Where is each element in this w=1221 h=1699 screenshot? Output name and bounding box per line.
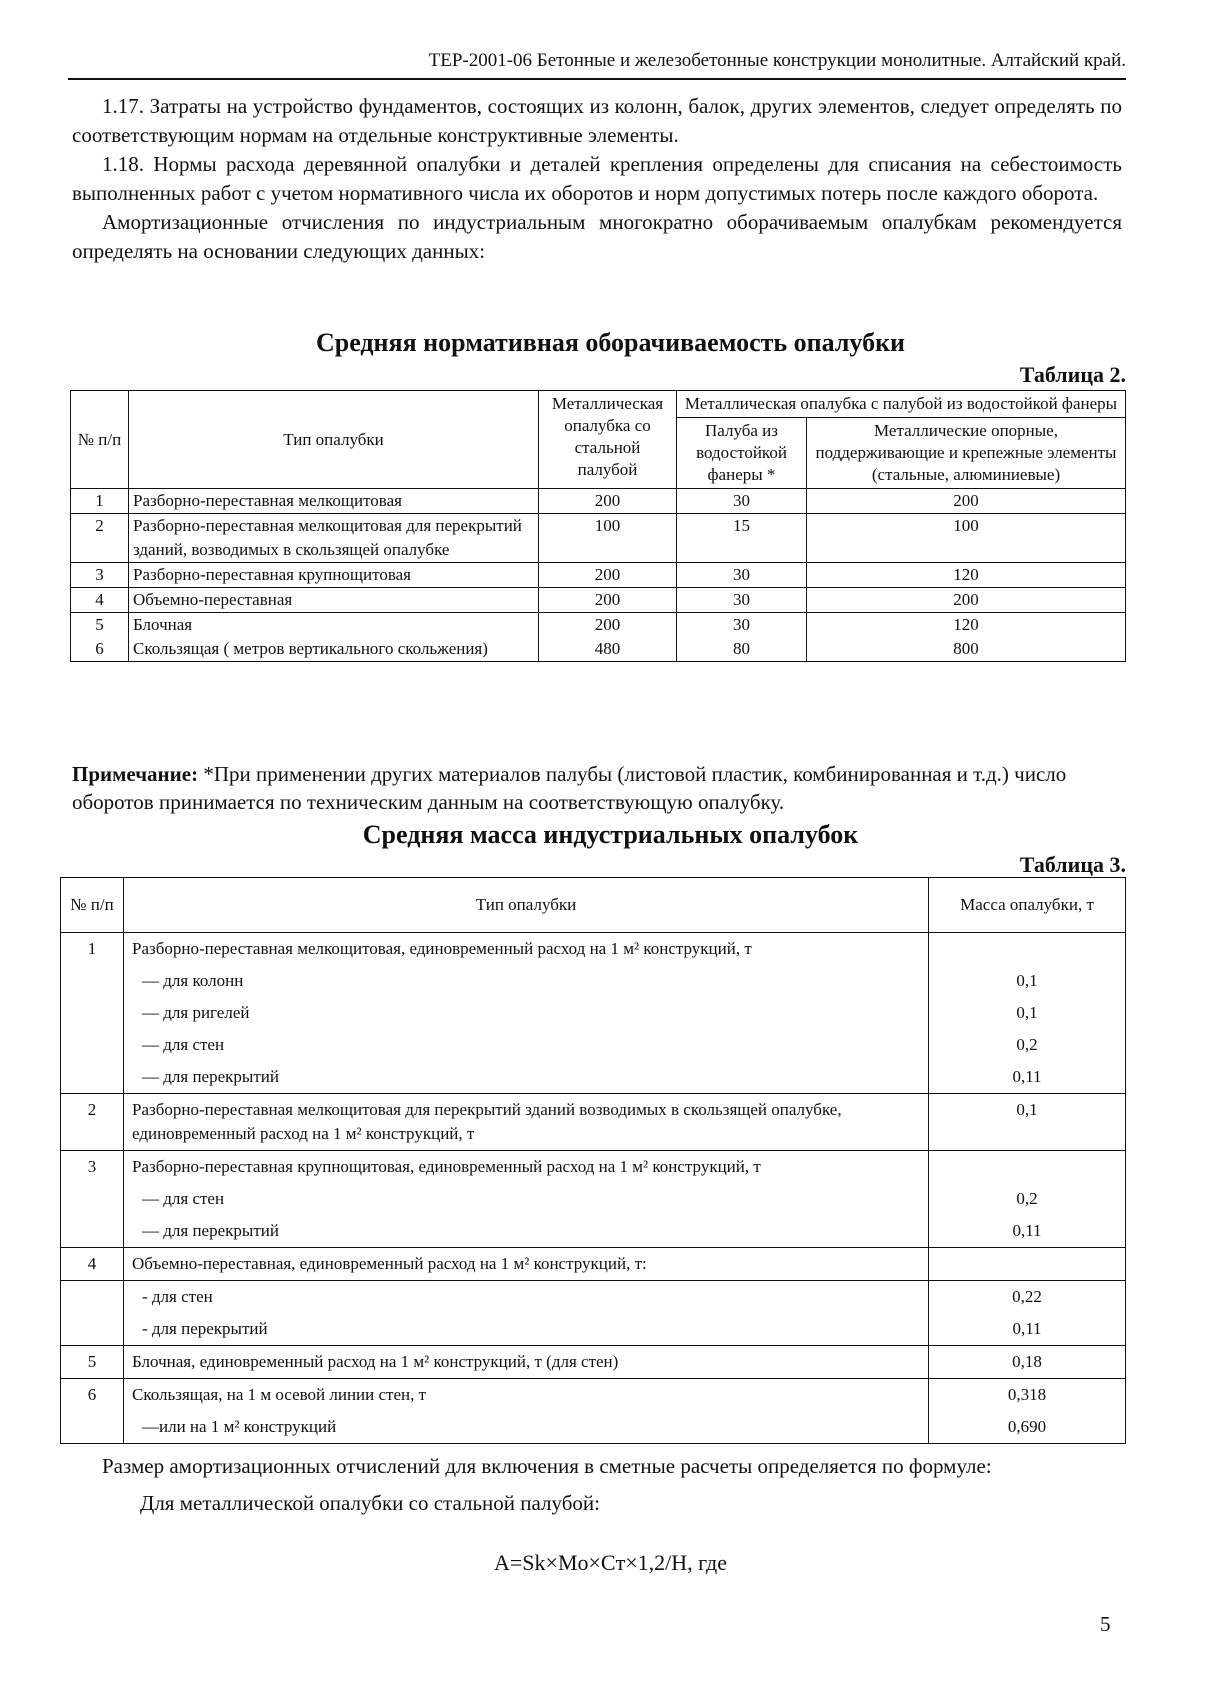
- row-text: — для перекрытий: [124, 1215, 929, 1248]
- row-num: [61, 1029, 124, 1061]
- row-mass: 0,2: [929, 1029, 1126, 1061]
- paragraph-1-18: 1.18. Нормы расхода деревянной опалубки и деталей крепления определены для списания на себестоимость выполненных работ с учетом нормативного числа их оборотов и норм допустимых потерь после каждого оборота.: [72, 152, 1122, 205]
- paragraph-formula-intro: Размер амортизационных отчислений для включения в сметные расчеты определяется по формуле:: [102, 1454, 992, 1478]
- paragraph-amortization: Амортизационные отчисления по индустриальным многократно оборачиваемым опалубкам рекомендуется определять на основании следующих данных:: [72, 210, 1122, 263]
- table-row: [71, 588, 1126, 613]
- col-header-plywood-deck: Палуба из водостойкой фанеры *: [677, 418, 807, 489]
- table-row: [61, 1215, 1126, 1248]
- row-deck: 30: [677, 563, 807, 588]
- row-text: — для ригелей: [124, 997, 929, 1029]
- row-num: 1: [61, 933, 124, 966]
- table-row: [61, 1281, 1126, 1314]
- row-metal: 120: [807, 563, 1126, 588]
- row-mass: [929, 1248, 1126, 1281]
- row-mass: 0,11: [929, 1061, 1126, 1094]
- table2-title: Средняя нормативная оборачиваемость опалубки: [315, 328, 906, 357]
- col-header-num: № п/п: [61, 878, 124, 933]
- col-header-type: Тип опалубки: [129, 391, 539, 489]
- outro-text: [72, 1452, 1122, 1518]
- row-type: Разборно-переставная крупнощитовая: [129, 563, 539, 588]
- row-num: 5 6: [71, 613, 129, 662]
- col-header-mass: Масса опалубки, т: [929, 878, 1126, 933]
- row-num: [61, 965, 124, 997]
- table-row: [61, 1346, 1126, 1379]
- paragraph-1-17: 1.17. Затраты на устройство фундаментов, состоящих из колонн, балок, других элементов, следует определять по соответствующим нормам на отдельные конструктивные элементы.: [72, 94, 1122, 147]
- row-text: Блочная, единовременный расход на 1 м² конструкций, т (для стен): [124, 1346, 929, 1379]
- table-row: [71, 489, 1126, 514]
- page-number: 5: [1100, 1612, 1111, 1636]
- intro-text: [72, 92, 1122, 266]
- row-mass: 0,1: [929, 997, 1126, 1029]
- row-type: Разборно-переставная мелкощитовая для перекрытий зданий, возводимых в скользящей опалубке: [129, 514, 539, 563]
- row-deck: 30 80: [677, 613, 807, 662]
- paragraph-steel-deck: Для металлической опалубки со стальной палубой:: [140, 1491, 600, 1515]
- row-num: 2: [71, 514, 129, 563]
- table-row: [71, 514, 1126, 563]
- table-row: [61, 933, 1126, 966]
- row-text: — для колонн: [124, 965, 929, 997]
- row-steel: 200: [539, 588, 677, 613]
- row-mass: 0,22: [929, 1281, 1126, 1314]
- row-text: - для стен: [124, 1281, 929, 1314]
- row-num: 3: [61, 1151, 124, 1184]
- row-mass: 0,11: [929, 1215, 1126, 1248]
- row-mass: 0,11: [929, 1313, 1126, 1346]
- mass-table: [60, 877, 1126, 1444]
- table-row: [61, 965, 1126, 997]
- row-steel: 100: [539, 514, 677, 563]
- row-text: Скользящая, на 1 м осевой линии стен, т: [124, 1379, 929, 1412]
- table-row: [61, 1183, 1126, 1215]
- row-num: 6: [61, 1379, 124, 1412]
- row-text: — для стен: [124, 1183, 929, 1215]
- table3-number: Таблица 3.: [1019, 852, 1126, 877]
- row-mass: 0,690: [929, 1411, 1126, 1444]
- col-header-metal-elements: Металлические опорные, поддерживающие и крепежные элементы (стальные, алюминиевые): [807, 418, 1126, 489]
- row-type: Объемно-переставная: [129, 588, 539, 613]
- row-num: [61, 1411, 124, 1444]
- table-row: [61, 1411, 1126, 1444]
- row-steel: 200: [539, 563, 677, 588]
- row-num: [61, 1061, 124, 1094]
- row-mass: [929, 933, 1126, 966]
- row-deck: 30: [677, 588, 807, 613]
- row-mass: 0,1: [929, 1094, 1126, 1151]
- row-text: Разборно-переставная крупнощитовая, единовременный расход на 1 м² конструкций, т: [124, 1151, 929, 1184]
- table-row: [71, 613, 1126, 662]
- table2-note: [72, 760, 1122, 816]
- table-row: [61, 1061, 1126, 1094]
- table-row: [71, 563, 1126, 588]
- row-text: — для перекрытий: [124, 1061, 929, 1094]
- row-text: - для перекрытий: [124, 1313, 929, 1346]
- row-num: 5: [61, 1346, 124, 1379]
- row-mass: 0,18: [929, 1346, 1126, 1379]
- row-mass: [929, 1151, 1126, 1184]
- table3-title: Средняя масса индустриальных опалубок: [362, 820, 859, 849]
- row-metal: 200: [807, 489, 1126, 514]
- row-steel: 200 480: [539, 613, 677, 662]
- table-row: [61, 997, 1126, 1029]
- col-header-steel: Металлическая опалубка со стальной палубой: [539, 391, 677, 489]
- row-mass: 0,2: [929, 1183, 1126, 1215]
- row-num: [61, 1281, 124, 1314]
- row-steel: 200: [539, 489, 677, 514]
- row-type: Разборно-переставная мелкощитовая: [129, 489, 539, 514]
- row-deck: 30: [677, 489, 807, 514]
- turnover-table: [70, 390, 1126, 662]
- row-text: Разборно-переставная мелкощитовая, единовременный расход на 1 м² конструкций, т: [124, 933, 929, 966]
- formula: А=Sk×Mo×Cт×1,2/Н, где: [494, 1550, 727, 1575]
- table-row: [61, 1313, 1126, 1346]
- table-row: [61, 1029, 1126, 1061]
- row-mass: 0,318: [929, 1379, 1126, 1412]
- row-num: 4: [61, 1248, 124, 1281]
- row-metal: 200: [807, 588, 1126, 613]
- row-type: Блочная Скользящая ( метров вертикального скольжения): [129, 613, 539, 662]
- row-num: [61, 1313, 124, 1346]
- row-text: Объемно-переставная, единовременный расход на 1 м² конструкций, т:: [124, 1248, 929, 1281]
- table-row: [61, 1248, 1126, 1281]
- row-num: [61, 1215, 124, 1248]
- note-text: *При применении других материалов палубы (листовой пластик, комбинированная и т.д.) число оборотов принимается по техническим данным на соответствующую опалубку.: [72, 762, 1067, 814]
- row-num: 2: [61, 1094, 124, 1151]
- row-metal: 120 800: [807, 613, 1126, 662]
- row-text: — для стен: [124, 1029, 929, 1061]
- table-row: [61, 1379, 1126, 1412]
- col-header-type: Тип опалубки: [124, 878, 929, 933]
- row-num: [61, 997, 124, 1029]
- table-row: [61, 1151, 1126, 1184]
- col-header-plywood-group: Металлическая опалубка с палубой из водостойкой фанеры: [677, 391, 1126, 418]
- col-header-num: № п/п: [71, 391, 129, 489]
- row-mass: 0,1: [929, 965, 1126, 997]
- row-metal: 100: [807, 514, 1126, 563]
- row-deck: 15: [677, 514, 807, 563]
- table-row: [61, 1094, 1126, 1151]
- row-num: 3: [71, 563, 129, 588]
- row-text: —или на 1 м² конструкций: [124, 1411, 929, 1444]
- page-header: ТЕР-2001-06 Бетонные и железобетонные конструкции монолитные. Алтайский край.: [68, 50, 1126, 80]
- note-label: Примечание:: [72, 762, 199, 786]
- row-num: [61, 1183, 124, 1215]
- row-num: 1: [71, 489, 129, 514]
- row-num: 4: [71, 588, 129, 613]
- table2-number: Таблица 2.: [1019, 362, 1126, 387]
- row-text: Разборно-переставная мелкощитовая для перекрытий зданий возводимых в скользящей опалубке, единовременный расход на 1 м² конструкций, т: [124, 1094, 929, 1151]
